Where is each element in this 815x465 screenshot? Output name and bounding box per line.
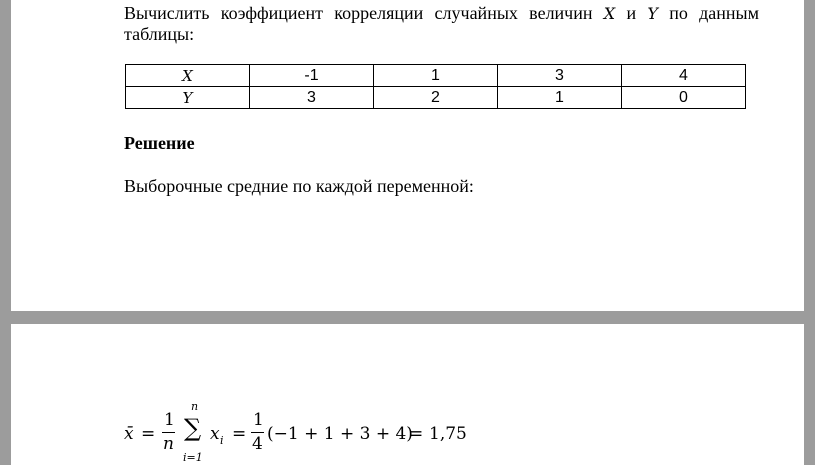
problem-text-start: Вычислить коэффициент корреляции случайных величин — [124, 3, 604, 23]
document-page-2 — [11, 324, 804, 465]
problem-text-and: и — [615, 3, 648, 23]
summation-icon: ∑ — [184, 414, 202, 442]
table-cell: 3 — [498, 65, 622, 87]
solution-heading: Решение — [124, 133, 195, 153]
formula-numerator-1: 1 — [164, 410, 175, 430]
formula-xbar: x̄ — [124, 424, 134, 444]
fraction-bar-1 — [162, 432, 175, 433]
table-cell-header: X — [126, 65, 250, 87]
table-cell: 2 — [374, 87, 498, 109]
table-cell-header: Y — [126, 87, 250, 109]
problem-statement — [124, 3, 759, 45]
formula-result: 1,75 — [429, 424, 467, 444]
formula-equals-2: = — [232, 424, 247, 444]
formula-denominator-2: 4 — [252, 434, 263, 454]
table-cell: 1 — [374, 65, 498, 87]
table-cell: 3 — [250, 87, 374, 109]
formula-denominator-1: n — [163, 434, 174, 454]
formula-equals-1: = — [141, 424, 156, 444]
variable-x: X — [603, 4, 616, 23]
formula-numerator-2: 1 — [253, 410, 264, 430]
table-row-y — [126, 87, 746, 109]
formula-term-subscript: i — [220, 434, 224, 447]
variable-y: Y — [647, 4, 658, 23]
table-cell: 4 — [622, 65, 746, 87]
table-cell: 0 — [622, 87, 746, 109]
sum-lower-limit: i=1 — [183, 451, 203, 464]
formula-expression: (−1 + 1 + 3 + 4) — [267, 424, 413, 444]
table-row-x — [126, 65, 746, 87]
table-cell: -1 — [250, 65, 374, 87]
formula-term-x: x — [210, 424, 220, 444]
formula-equals-3: = — [409, 424, 424, 444]
sum-upper-limit: n — [191, 400, 199, 413]
document-page-1 — [11, 0, 804, 311]
fraction-bar-2 — [251, 432, 264, 433]
solution-intro: Выборочные средние по каждой переменной: — [124, 176, 474, 196]
data-table — [125, 64, 746, 109]
problem-text-end: по данным таблицы: — [124, 3, 759, 44]
table-cell: 1 — [498, 87, 622, 109]
